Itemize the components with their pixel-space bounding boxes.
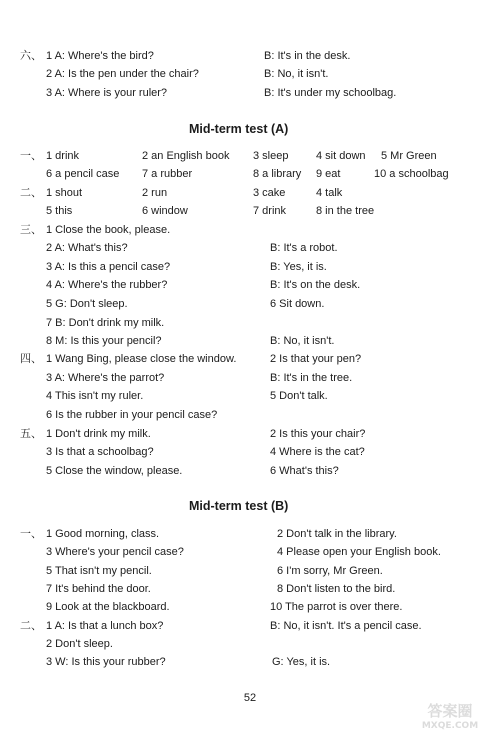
a-s1-item: 4 sit down (316, 150, 366, 162)
a-s4-right: 5 Don't talk. (270, 390, 328, 402)
a-s3-first: 1 Close the book, please. (46, 224, 171, 236)
a-s1-item: 2 an English book (142, 150, 230, 162)
watermark-logo (402, 700, 498, 730)
a-s1-item: 10 a schoolbag (374, 168, 449, 180)
a-s3-right: B: It's on the desk. (270, 279, 361, 291)
b-s2-left: 2 Don't sleep. (46, 638, 113, 650)
a-s4-right: B: It's in the tree. (270, 372, 353, 384)
b-s1-left: 3 Where's your pencil case? (46, 546, 184, 558)
a-s4-left: 6 Is the rubber in your pencil case? (46, 409, 218, 421)
a-s3-left: 4 A: Where's the rubber? (46, 279, 168, 291)
s6-q2: 2 A: Is the pen under the chair? (46, 68, 199, 80)
a-s2-item: 8 in the tree (316, 205, 375, 217)
a-s3-right: B: Yes, it is. (270, 261, 327, 273)
a-section-3-number: 三、 (20, 224, 42, 236)
a-s5-right: 2 Is this your chair? (270, 428, 366, 440)
a-s3-left: 8 M: Is this your pencil? (46, 335, 162, 347)
a-s2-item: 2 run (142, 187, 168, 199)
b-s1-left: 5 That isn't my pencil. (46, 565, 152, 577)
s6-q3: 3 A: Where is your ruler? (46, 87, 168, 99)
a-s4-right: 2 Is that your pen? (270, 353, 362, 365)
a-section-2-number: 二、 (20, 187, 42, 199)
b-section-2-number: 二、 (20, 620, 42, 632)
a-s2-item: 6 window (142, 205, 188, 217)
a-s4-left: 4 This isn't my ruler. (46, 390, 144, 402)
a-s5-right: 6 What's this? (270, 465, 339, 477)
a-s1-item: 3 sleep (253, 150, 289, 162)
s6-a3: B: It's under my schoolbag. (264, 87, 397, 99)
s6-a2: B: No, it isn't. (264, 68, 329, 80)
s6-q1: 1 A: Where's the bird? (46, 50, 154, 62)
a-s1-item: 5 Mr Green (381, 150, 437, 162)
a-s4-left: 3 A: Where's the parrot? (46, 372, 165, 384)
a-s1-item: 1 drink (46, 150, 80, 162)
b-s1-right: 6 I'm sorry, Mr Green. (277, 565, 383, 577)
test-a-title: Mid-term test (A) (189, 122, 289, 136)
b-s1-right: 8 Don't listen to the bird. (277, 583, 396, 595)
section-6-number: 六、 (20, 50, 42, 62)
b-s2-right: B: No, it isn't. It's a pencil case. (270, 620, 422, 632)
a-s5-left: 3 Is that a schoolbag? (46, 446, 154, 458)
a-s3-left: 5 G: Don't sleep. (46, 298, 128, 310)
b-s1-right: 2 Don't talk in the library. (277, 528, 397, 540)
page-number: 52 (243, 692, 257, 704)
b-s2-left: 3 W: Is this your rubber? (46, 656, 166, 668)
s6-a1: B: It's in the desk. (264, 50, 351, 62)
a-s5-left: 1 Don't drink my milk. (46, 428, 151, 440)
a-s3-left: 3 A: Is this a pencil case? (46, 261, 171, 273)
a-s4-left: 1 Wang Bing, please close the window. (46, 353, 237, 365)
a-s2-item: 7 drink (253, 205, 287, 217)
b-s2-right: G: Yes, it is. (272, 656, 331, 668)
a-s5-left: 5 Close the window, please. (46, 465, 183, 477)
a-section-5-number: 五、 (20, 428, 42, 440)
b-s1-right: 4 Please open your English book. (277, 546, 441, 558)
b-s2-left: 1 A: Is that a lunch box? (46, 620, 164, 632)
b-s1-right: 10 The parrot is over there. (270, 601, 403, 613)
a-s3-left: 2 A: What's this? (46, 242, 128, 254)
a-section-4-number: 四、 (20, 353, 42, 365)
watermark-label: 答案圈 (427, 702, 473, 720)
a-s2-item: 4 talk (316, 187, 343, 199)
b-s1-left: 1 Good morning, class. (46, 528, 160, 540)
a-s2-item: 1 shout (46, 187, 83, 199)
test-b-title: Mid-term test (B) (189, 499, 289, 513)
a-s3-left: 7 B: Don't drink my milk. (46, 317, 165, 329)
a-s3-right: 6 Sit down. (270, 298, 325, 310)
a-s2-item: 5 this (46, 205, 73, 217)
a-section-1-number: 一、 (20, 150, 42, 162)
b-s1-left: 7 It's behind the door. (46, 583, 151, 595)
a-s2-item: 3 cake (253, 187, 286, 199)
a-s3-right: B: It's a robot. (270, 242, 338, 254)
a-s5-right: 4 Where is the cat? (270, 446, 365, 458)
a-s3-right: B: No, it isn't. (270, 335, 335, 347)
b-s1-left: 9 Look at the blackboard. (46, 601, 170, 613)
b-section-1-number: 一、 (20, 528, 42, 540)
a-s1-item: 7 a rubber (142, 168, 193, 180)
watermark-url: MXQE.COM (421, 721, 479, 730)
a-s1-item: 8 a library (253, 168, 302, 180)
a-s1-item: 9 eat (316, 168, 341, 180)
a-s1-item: 6 a pencil case (46, 168, 120, 180)
